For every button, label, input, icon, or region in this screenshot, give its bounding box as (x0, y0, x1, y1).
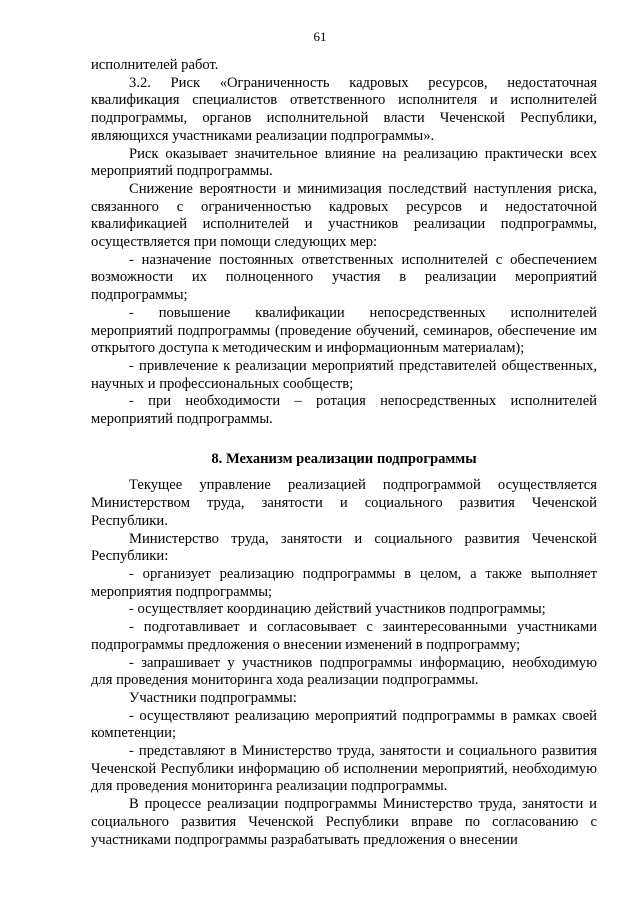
paragraph: Риск оказывает значительное влияние на реализацию практически всех мероприятий подпрограммы. (91, 145, 597, 180)
paragraph: - назначение постоянных ответственных исполнителей с обеспечением возможности их полноценного участия в реализации мероприятий подпрограммы; (91, 251, 597, 304)
paragraph: Министерство труда, занятости и социального развития Чеченской Республики: (91, 530, 597, 565)
section-risks-text (91, 57, 597, 429)
paragraph: исполнителей работ. (91, 57, 219, 73)
paragraph: - осуществляет координацию действий участников подпрограммы; (129, 601, 546, 618)
paragraph: Участники подпрограммы: (129, 689, 297, 706)
paragraph: В процессе реализации подпрограммы Министерство труда, занятости и социального развития Чеченской Республики вправе по согласованию с участниками подпрограммы разрабатывать предложения о внесении (91, 796, 597, 848)
paragraph: 3.2. Риск «Ограниченность кадровых ресурсов, недостаточная квалификация специалистов ответственного исполнителя и исполнителей подпрограммы, органов исполнительной власти Чеченской Республики, являющихся участниками реализации подпрограммы». (91, 74, 597, 144)
paragraph: - при необходимости – ротация непосредственных исполнителей мероприятий подпрограммы. (91, 393, 597, 428)
section-heading: 8. Механизм реализации подпрограммы (211, 450, 477, 467)
section-mechanism-text (91, 477, 597, 849)
paragraph: Текущее управление реализацией подпрограммой осуществляется Министерством труда, занятости и социального развития Чеченской Республики. (91, 477, 597, 529)
paragraph: - запрашивает у участников подпрограммы информацию, необходимую для проведения мониторинга хода реализации подпрограммы. (91, 654, 597, 689)
paragraph: - организует реализацию подпрограммы в целом, а также выполняет мероприятия подпрограммы; (91, 565, 597, 600)
page-number: 61 (313, 29, 327, 44)
paragraph: - повышение квалификации непосредственных исполнителей мероприятий подпрограммы (проведение обучений, семинаров, обеспечение им открытого доступа к методическим и информационным материалам); (91, 304, 597, 357)
paragraph: - подготавливает и согласовывает с заинтересованными участниками подпрограммы предложения о внесении изменений в подпрограмму; (91, 619, 597, 653)
paragraph: - представляют в Министерство труда, занятости и социального развития Чеченской Республики информацию об исполнении мероприятий, необходимую для проведения мониторинга реализации подпрограммы. (91, 743, 597, 795)
paragraph: - привлечение к реализации мероприятий представителей общественных, научных и профессиональных сообществ; (91, 357, 597, 392)
paragraph: - осуществляют реализацию мероприятий подпрограммы в рамках своей компетенции; (91, 707, 597, 742)
document-body (91, 57, 597, 849)
paragraph: Снижение вероятности и минимизация последствий наступления риска, связанного с ограниченностью кадровых ресурсов и недостаточной квалификацией исполнителей и участников реализации подпрограммы, осуществляется при помощи следующих мер: (91, 180, 597, 251)
